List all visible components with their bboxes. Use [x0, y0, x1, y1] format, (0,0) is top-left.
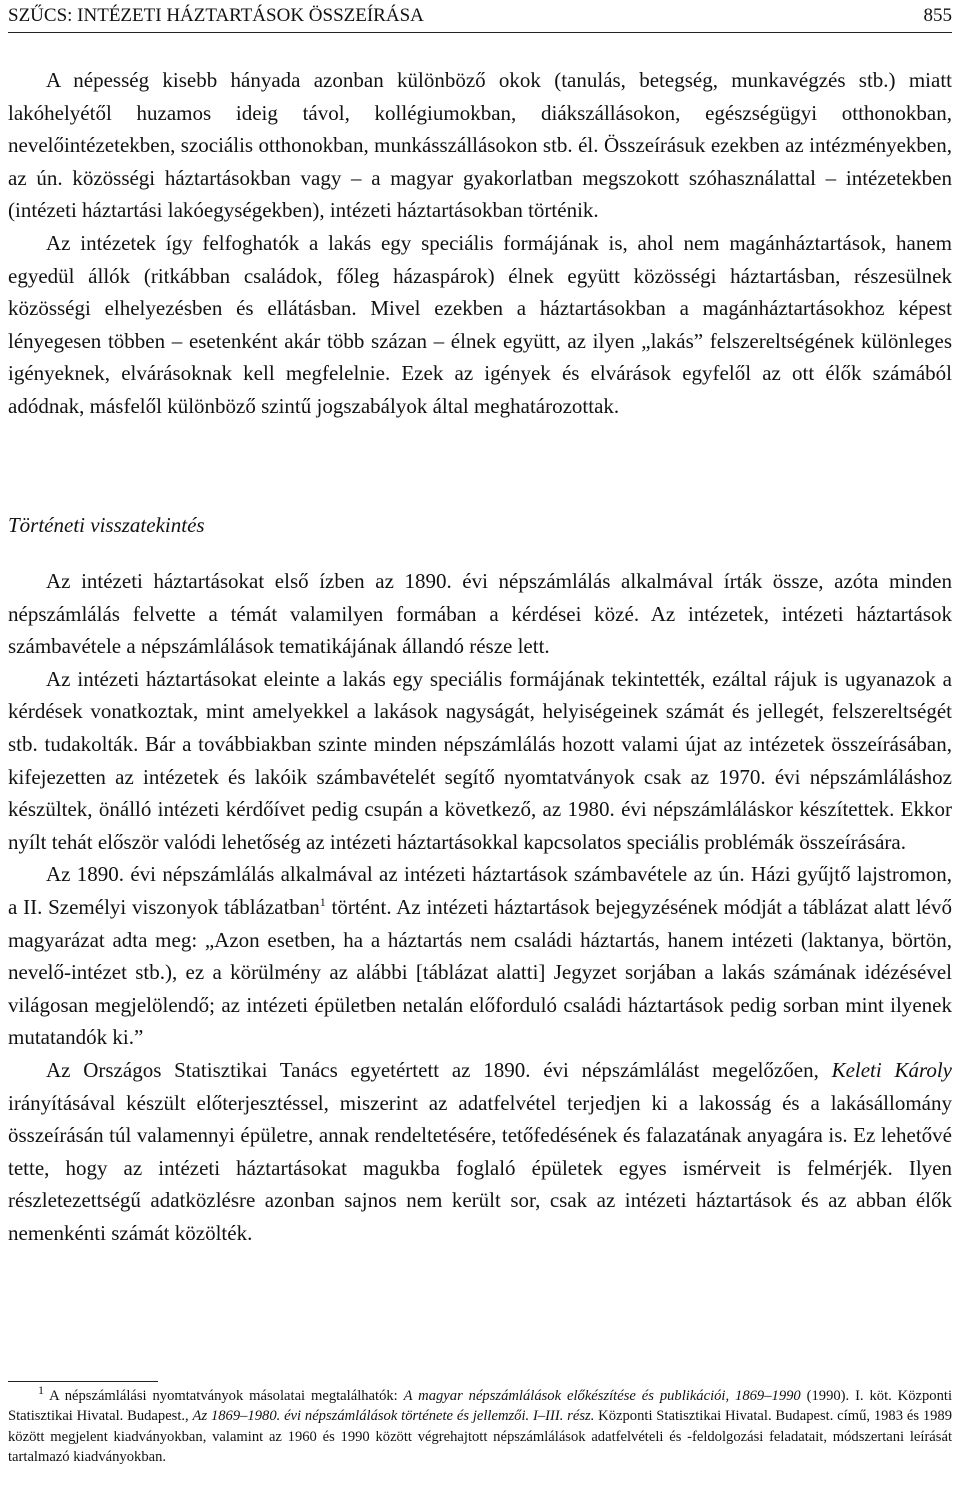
- person-name: Keleti Károly: [831, 1057, 953, 1082]
- footnote-separator: [8, 1381, 158, 1382]
- running-title: SZŰCS: INTÉZETI HÁZTARTÁSOK ÖSSZEÍRÁSA: [8, 5, 424, 26]
- paragraph: [8, 858, 952, 1054]
- publication-title: A magyar népszámlálások előkészítése és publikációi, 1869–1990: [403, 1388, 801, 1404]
- paragraph: Az intézeti háztartásokat első ízben az 1890. évi népszámlálás alkalmával írták össze, azóta minden népszámlálás felvette a témát valamilyen formában a kérdései közé. Az intézetek, intézeti háztartások számbavétele a népszámlálások tematikájának állandó része lett.: [8, 569, 952, 659]
- paragraph-text: Az Országos Statisztikai Tanács egyetértett az 1890. évi népszámlálást megelőzően,: [46, 1057, 832, 1082]
- paragraph: [8, 1054, 952, 1250]
- footnote-text: [8, 1383, 953, 1468]
- publication-title: Az 1869–1980. évi népszámlálások története és jellemzői. I–III. rész.: [192, 1408, 595, 1425]
- paragraph-text: történt. Az intézeti háztartások bejegyzésének módját a táblázat alatt lévő magyarázat adta meg: „Azon esetben, ha a háztartás nem családi háztartás, hanem intézeti (laktanya, börtön, nevelő-intézet stb.), ez a körülmény az alábbi [táblázat alatti] Jegyzet sorjában a lakás számának idézésével világosan megjelölendő; az intézeti épületben netalán előforduló családi háztartások pedig sorban mint ilyenek mutatandók ki.”: [8, 894, 952, 1050]
- paragraph-text: Az 1890. évi népszámlálás alkalmával az intézeti háztartások számbavétele az ún. Házi gyűjtő lajstromon, a II. Személyi viszonyok táblázatban: [8, 862, 952, 919]
- footnote-span: Központi Statisztikai Hivatal. Budapest. című, 1983 és 1989 között megjelent kiadványokban, valamint az 1960 és 1990 között végrehajtott népszámlálások adatfelvételi és -feldolgozási feladatait, módszertani leírását tartalmazó kiadványokban.: [8, 1408, 953, 1466]
- footnote-mark: 1: [38, 1383, 44, 1398]
- paragraph-text: irányításával készült előterjesztéssel, miszerint az adatfelvétel terjedjen ki a lakosság és a lakásállomány összeírásán túl valamennyi épületre, annak rendeltetésére, tetőfedésének és falazatának anyagára is. Ez lehetővé tette, hogy az intézeti háztartásokat magukba foglaló épületek egyes ismérveit is felmérjék. Ilyen részletezettségű adatközlésre azonban sajnos nem került sor, csak az intézeti háztartások és az abban élők nemenkénti számát közölték.: [8, 1090, 952, 1245]
- footnote: [8, 1383, 953, 1468]
- footnote-span: A népszámlálási nyomtatványok másolatai megtalálhatók:: [44, 1388, 404, 1404]
- page-number: 855: [923, 5, 952, 26]
- section-text: [8, 565, 952, 1249]
- paragraph: Az intézetek így felfoghatók a lakás egy speciális formájának is, ahol nem magánháztartások, hanem egyedül állók (ritkábban családok, főleg házaspárok) élnek együtt közösségi háztartásban, részesülnek közösségi elhelyezésben és ellátásban. Mivel ezekben a háztartásokban a magánháztartásokhoz képest lényegesen többen – esetenként akár több százan – élnek együtt, az ilyen „lakás” felszereltségének különleges igényeknek, elvárásoknak kell megfelelnie. Ezek az igények és elvárások egyfelől az ott élők számából adódnak, másfelől különböző szintű jogszabályok által meghatározottak.: [8, 230, 952, 418]
- section-heading: Történeti visszatekintés: [8, 513, 205, 537]
- intro-text: [8, 64, 952, 423]
- footnote-reference[interactable]: 1: [319, 894, 326, 909]
- running-header: [8, 0, 952, 33]
- footnote-span: (1990). I. köt. Központi Statisztikai Hivatal. Budapest.,: [8, 1388, 952, 1425]
- paragraph: A népesség kisebb hányada azonban különböző okok (tanulás, betegség, munkavégzés stb.) miatt lakóhelyétől huzamos ideig távol, kollégiumokban, diákszállásokon, egészségügyi otthonokban, nevelőintézetekben, szociális otthonokban, munkásszállásokon stb. él. Összeírásuk ezekben az intézményekben, az ún. közösségi háztartásokban vagy – a magyar gyakorlatban megszokott szóhasználattal – intézetekben (intézeti háztartási lakóegységekben), intézeti háztartásokban történik.: [8, 68, 952, 223]
- paragraph: Az intézeti háztartásokat eleinte a lakás egy speciális formájának tekintették, ezáltal rájuk is ugyanazok a kérdések vonatkoztak, mint amelyekkel a lakások nagyságát, helyiségeinek számát és jellegét, felszereltségét stb. tudakolták. Bár a továbbiakban szinte minden népszámlálás hozott valami újat az intézetek összeírásában, kifejezetten az intézetek és lakóik számbavételét segítő nyomtatványok csak az 1970. évi népszámláláshoz készültek, önálló intézeti kérdőívet pedig csupán a következő, az 1980. évi népszámláláskor készítettek. Ekkor nyílt tehát először valódi lehetőség az intézeti háztartásokkal kapcsolatos speciális problémák összeírására.: [8, 666, 952, 854]
